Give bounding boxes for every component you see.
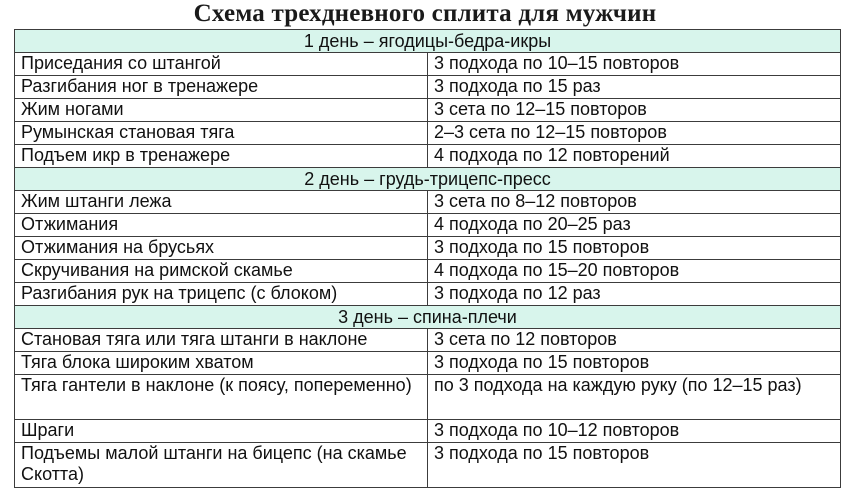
exercise-row [15,375,841,420]
day-header-row [15,168,841,191]
exercise-name: Жим штанги лежа [15,191,428,214]
day-header: 2 день – грудь-трицепс-пресс [15,168,841,191]
exercise-name: Румынская становая тяга [15,122,428,145]
exercise-row [15,329,841,352]
exercise-sets: 4 подхода по 12 повторений [428,145,841,168]
exercise-row [15,237,841,260]
exercise-sets: 3 подхода по 15 повторов [428,352,841,375]
exercise-name: Тяга гантели в наклоне (к поясу, попеременно) [15,375,428,420]
exercise-row [15,420,841,443]
exercise-name: Скручивания на римской скамье [15,260,428,283]
exercise-name: Отжимания на брусьях [15,237,428,260]
exercise-name: Подъем икр в тренажере [15,145,428,168]
exercise-name: Подъемы малой штанги на бицепс (на скамье Скотта) [15,443,428,488]
exercise-row [15,145,841,168]
exercise-sets: 3 сета по 8–12 повторов [428,191,841,214]
exercise-name: Становая тяга или тяга штанги в наклоне [15,329,428,352]
day-header: 3 день – спина-плечи [15,306,841,329]
split-schedule-table [14,29,841,488]
exercise-row [15,99,841,122]
day-header: 1 день – ягодицы-бедра-икры [15,30,841,53]
exercise-row [15,283,841,306]
exercise-name: Приседания со штангой [15,53,428,76]
exercise-sets: 3 подхода по 15 раз [428,76,841,99]
exercise-sets: 3 сета по 12 повторов [428,329,841,352]
exercise-row [15,443,841,488]
exercise-name: Шраги [15,420,428,443]
exercise-row [15,53,841,76]
exercise-name: Разгибания рук на трицепс (с блоком) [15,283,428,306]
exercise-name: Тяга блока широким хватом [15,352,428,375]
exercise-row [15,122,841,145]
exercise-sets: 3 подхода по 12 раз [428,283,841,306]
exercise-row [15,76,841,99]
exercise-name: Разгибания ног в тренажере [15,76,428,99]
exercise-row [15,191,841,214]
exercise-row [15,214,841,237]
day-header-row [15,30,841,53]
exercise-sets: 4 подхода по 20–25 раз [428,214,841,237]
exercise-sets: 3 подхода по 15 повторов [428,237,841,260]
exercise-name: Отжимания [15,214,428,237]
exercise-sets: 2–3 сета по 12–15 повторов [428,122,841,145]
exercise-sets: по 3 подхода на каждую руку (по 12–15 раз) [428,375,841,420]
day-header-row [15,306,841,329]
exercise-sets: 3 подхода по 10–15 повторов [428,53,841,76]
exercise-name: Жим ногами [15,99,428,122]
page-title: Схема трехдневного сплита для мужчин [193,0,657,27]
exercise-sets: 3 подхода по 15 повторов [428,443,841,488]
exercise-row [15,260,841,283]
exercise-sets: 4 подхода по 15–20 повторов [428,260,841,283]
exercise-sets: 3 подхода по 10–12 повторов [428,420,841,443]
exercise-row [15,352,841,375]
exercise-sets: 3 сета по 12–15 повторов [428,99,841,122]
